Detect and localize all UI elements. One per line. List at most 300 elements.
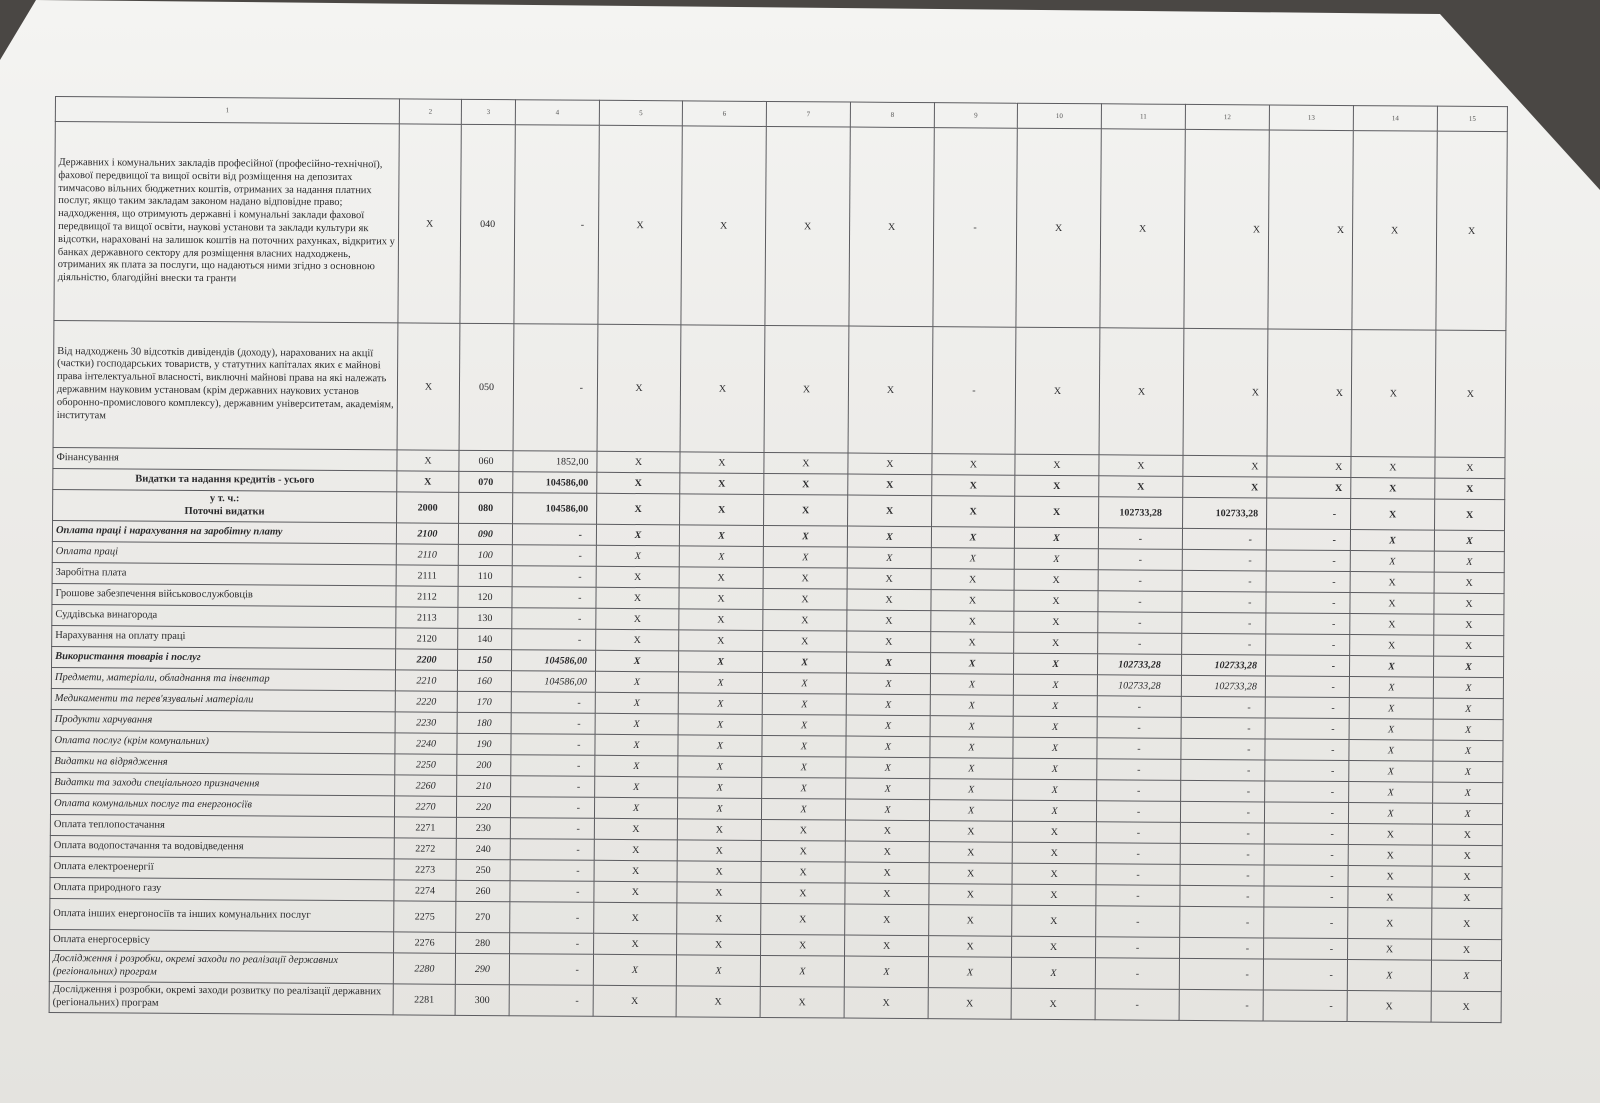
row-description: Дослідження і розробки, окремі заходи розвитку по реалізації державних (регіональних) програм <box>49 981 393 1014</box>
table-cell: Х <box>1347 991 1431 1023</box>
table-cell: 2110 <box>396 544 458 565</box>
table-cell: - <box>514 125 599 325</box>
table-cell: Х <box>845 820 929 842</box>
table-cell: Х <box>930 758 1013 780</box>
table-cell: - <box>1096 843 1180 865</box>
table-cell: Х <box>848 474 932 496</box>
row-description: Оплата природного газу <box>50 877 394 900</box>
table-cell: Х <box>1433 677 1503 698</box>
table-cell: 104586,00 <box>511 671 595 693</box>
table-cell: - <box>511 734 595 756</box>
table-cell: 1852,00 <box>513 451 597 473</box>
table-cell: Х <box>594 860 677 882</box>
table-cell: Х <box>929 936 1012 958</box>
table-cell: Х <box>762 672 846 694</box>
row-description: Суддівська винагорода <box>52 604 396 627</box>
table-cell: Х <box>594 881 677 903</box>
table-cell: 2230 <box>395 712 457 733</box>
table-cell: Х <box>1350 593 1434 615</box>
table-cell: Х <box>929 800 1012 822</box>
table-cell: Х <box>593 954 676 986</box>
table-cell: 180 <box>457 712 511 733</box>
table-cell: - <box>512 587 596 609</box>
table-cell: Х <box>1433 656 1503 677</box>
table-cell: Х <box>679 525 763 547</box>
table-cell: Х <box>847 610 931 632</box>
table-cell: Х <box>1351 457 1435 479</box>
table-cell: Х <box>595 755 678 777</box>
table-cell: 230 <box>456 817 510 838</box>
table-cell: Х <box>596 587 679 609</box>
column-number: 8 <box>850 102 934 128</box>
table-cell: Х <box>680 473 764 495</box>
table-cell: - <box>1097 780 1181 802</box>
column-number: 3 <box>461 99 515 124</box>
table-cell: Х <box>1011 988 1095 1020</box>
row-description: Заробітна плата <box>52 562 396 585</box>
table-cell: Х <box>846 757 930 779</box>
table-cell: - <box>1267 498 1351 530</box>
table-cell: - <box>510 902 594 934</box>
table-cell: - <box>1097 738 1181 760</box>
table-cell: Х <box>680 452 764 474</box>
table-cell: Х <box>679 567 763 589</box>
table-cell: Х <box>929 884 1012 906</box>
table-cell: Х <box>594 839 677 861</box>
table-cell: Х <box>1012 842 1096 864</box>
table-cell: Х <box>397 323 460 450</box>
table-cell: - <box>1180 864 1264 886</box>
table-cell: Х <box>1349 698 1433 720</box>
table-cell: Х <box>761 819 845 841</box>
table-cell: Х <box>930 674 1013 696</box>
table-cell: Х <box>679 588 763 610</box>
table-cell: Х <box>761 882 845 904</box>
table-cell: - <box>509 985 593 1017</box>
table-cell: - <box>1096 864 1180 886</box>
table-cell: Х <box>761 798 845 820</box>
table-cell: - <box>1097 717 1181 739</box>
table-cell: 102733,28 <box>1181 654 1265 676</box>
table-cell: - <box>933 128 1017 328</box>
table-cell: - <box>1266 634 1350 656</box>
column-number: 7 <box>766 101 850 127</box>
table-cell: Х <box>676 955 760 987</box>
table-cell: Х <box>1434 635 1504 656</box>
table-cell: Х <box>680 494 764 526</box>
table-cell: Х <box>1014 548 1098 570</box>
table-cell: Х <box>597 472 680 494</box>
table-cell: Х <box>929 821 1012 843</box>
table-cell: Х <box>1434 593 1504 614</box>
table-cell: 090 <box>458 523 512 544</box>
table-cell: 102733,28 <box>1097 675 1181 697</box>
budget-table <box>49 96 1508 1023</box>
table-cell: - <box>1264 844 1348 866</box>
table-cell: Х <box>1435 330 1506 457</box>
row-description: Від надходжень 30 відсотків дивідендів (доходу), нарахованих на акції (частки) господарських товариств, у статутних капіталах яких є майнові права інтелектуальної власності, виключні майнові права на які належать державним науковим установам (крім державних наукових установ оборонно-промислового комплексу), державним університетам, академіям, інститутам <box>53 320 398 449</box>
table-cell: 2113 <box>396 607 458 628</box>
table-cell: - <box>1098 528 1182 550</box>
table-cell: - <box>1097 696 1181 718</box>
table-cell: Х <box>1099 476 1183 498</box>
table-cell: Х <box>1348 866 1432 888</box>
table-cell: Х <box>1015 327 1100 455</box>
table-cell: Х <box>931 590 1014 612</box>
table-cell: Х <box>1349 761 1433 783</box>
table-cell: Х <box>1014 569 1098 591</box>
table-cell: Х <box>1432 824 1502 845</box>
table-cell: Х <box>847 526 931 548</box>
table-cell: Х <box>677 882 761 904</box>
table-cell: Х <box>1350 572 1434 594</box>
table-cell: 2274 <box>394 880 456 901</box>
table-cell: Х <box>596 566 679 588</box>
table-cell: Х <box>764 473 848 495</box>
table-cell: Х <box>678 672 762 694</box>
table-cell: Х <box>1434 572 1504 593</box>
table-cell: Х <box>595 713 678 735</box>
table-cell: Х <box>931 611 1014 633</box>
table-cell: Х <box>1100 129 1185 329</box>
table-cell: Х <box>596 629 679 651</box>
table-cell: - <box>510 881 594 903</box>
row-description: Оплата праці <box>52 541 396 564</box>
table-cell: Х <box>678 651 762 673</box>
table-cell: Х <box>845 862 929 884</box>
table-cell: Х <box>1348 908 1432 940</box>
table-cell: 2120 <box>396 628 458 649</box>
table-cell: Х <box>1011 957 1095 989</box>
table-cell: Х <box>848 453 932 475</box>
table-cell: 2281 <box>393 984 455 1015</box>
table-cell: - <box>1182 633 1266 655</box>
table-cell: Х <box>1012 800 1096 822</box>
table-cell: Х <box>398 124 461 323</box>
table-cell: Х <box>677 798 761 820</box>
table-cell: Х <box>597 451 680 473</box>
table-cell: Х <box>1433 782 1503 803</box>
table-cell: - <box>1266 571 1350 593</box>
column-number: 5 <box>599 100 682 126</box>
table-cell: Х <box>679 609 763 631</box>
row-description: Фінансування <box>53 447 397 470</box>
table-cell: - <box>1095 989 1179 1021</box>
table-cell: - <box>1266 592 1350 614</box>
table-cell: - <box>1266 529 1350 551</box>
table-cell: 2276 <box>394 932 456 953</box>
table-cell: 260 <box>456 880 510 901</box>
table-cell: Х <box>1432 845 1502 866</box>
table-cell: - <box>1265 655 1349 677</box>
row-description: Оплата інших енергоносіїв та інших комунальних послуг <box>50 898 394 931</box>
table-cell: - <box>1098 591 1182 613</box>
table-cell: 150 <box>458 649 512 670</box>
table-cell: - <box>1096 906 1180 938</box>
table-cell: Х <box>845 799 929 821</box>
table-cell: - <box>512 524 596 546</box>
row-description: Медикаменти та перев'язувальні матеріали <box>51 688 395 711</box>
row-description: Грошове забезпечення військовослужбовців <box>52 583 396 606</box>
table-cell: Х <box>764 325 849 453</box>
table-cell: Х <box>846 736 930 758</box>
table-cell: Х <box>762 714 846 736</box>
table-cell: Х <box>1350 614 1434 636</box>
table-cell: Х <box>1347 960 1431 992</box>
table-cell: - <box>1264 823 1348 845</box>
row-description: Оплата водопостачання та водовідведення <box>50 835 394 858</box>
table-cell: Х <box>1268 130 1353 330</box>
table-cell: Х <box>847 547 931 569</box>
table-cell: - <box>510 933 594 955</box>
table-cell: Х <box>1099 455 1183 477</box>
table-cell: 2111 <box>396 565 458 586</box>
table-cell: - <box>1095 958 1179 990</box>
table-cell: - <box>1264 802 1348 824</box>
table-cell: Х <box>931 632 1014 654</box>
table-cell: - <box>510 797 594 819</box>
table-cell: Х <box>930 695 1013 717</box>
table-cell: Х <box>1014 632 1098 654</box>
table-cell: Х <box>598 125 682 325</box>
table-cell: - <box>1179 989 1263 1021</box>
table-cell: Х <box>1349 740 1433 762</box>
table-cell: Х <box>1348 803 1432 825</box>
table-cell: Х <box>845 883 929 905</box>
table-cell: - <box>1098 633 1182 655</box>
table-cell: - <box>1265 739 1349 761</box>
table-cell: Х <box>1013 653 1097 675</box>
table-cell: Х <box>763 546 847 568</box>
table-cell: Х <box>1433 740 1503 761</box>
table-cell: - <box>512 545 596 567</box>
table-cell: Х <box>1348 824 1432 846</box>
table-cell: Х <box>763 588 847 610</box>
table-cell: - <box>1182 528 1266 550</box>
table-cell: - <box>1181 759 1265 781</box>
table-cell: Х <box>762 693 846 715</box>
table-cell: Х <box>760 955 844 987</box>
table-cell: - <box>1179 958 1263 990</box>
table-cell: Х <box>848 326 933 454</box>
table-cell: Х <box>846 652 930 674</box>
table-cell: Х <box>678 735 762 757</box>
table-cell: Х <box>1352 131 1437 331</box>
table-cell: 2250 <box>395 754 457 775</box>
table-cell: Х <box>1349 719 1433 741</box>
table-cell: Х <box>1350 551 1434 573</box>
table-cell: Х <box>932 475 1015 497</box>
column-number: 11 <box>1101 104 1185 130</box>
table-cell: 2275 <box>394 901 456 932</box>
table-cell: Х <box>1183 455 1267 477</box>
table-cell: Х <box>597 493 680 525</box>
table-cell: Х <box>1015 496 1099 528</box>
table-cell: Х <box>763 567 847 589</box>
table-cell: Х <box>593 985 676 1017</box>
table-cell: Х <box>1431 960 1501 991</box>
table-cell: - <box>1180 906 1264 938</box>
table-cell: Х <box>1348 887 1432 909</box>
table-cell: Х <box>1013 779 1097 801</box>
table-cell: Х <box>595 776 678 798</box>
table-cell: Х <box>1432 887 1502 908</box>
table-cell: - <box>1266 550 1350 572</box>
table-cell: 104586,00 <box>513 493 597 525</box>
table-cell: - <box>510 818 594 840</box>
row-description: Видатки на відрядження <box>51 751 395 774</box>
table-cell: Х <box>1184 129 1269 329</box>
table-cell: Х <box>1012 936 1096 958</box>
table-cell: 104586,00 <box>513 472 597 494</box>
table-cell: Х <box>762 651 846 673</box>
row-description: Оплата праці і нарахування на заробітну плату <box>52 520 396 543</box>
table-cell: Х <box>1349 677 1433 699</box>
table-cell: Х <box>595 650 678 672</box>
table-cell: 102733,28 <box>1099 497 1183 529</box>
table-cell: - <box>932 327 1016 455</box>
table-cell: Х <box>931 569 1014 591</box>
column-number: 2 <box>399 99 461 124</box>
table-cell: Х <box>847 589 931 611</box>
table-cell: 2272 <box>394 838 456 859</box>
table-cell: Х <box>763 525 847 547</box>
table-cell: - <box>1181 717 1265 739</box>
row-description: Видатки та заходи спеціального призначення <box>51 772 395 795</box>
table-cell: 250 <box>456 859 510 880</box>
row-description: Видатки та надання кредитів - усього <box>53 468 397 491</box>
table-cell: 110 <box>458 565 512 586</box>
table-cell: Х <box>1013 695 1097 717</box>
table-cell: Х <box>596 545 679 567</box>
table-cell: 2270 <box>394 796 456 817</box>
table-cell: Х <box>1434 530 1504 551</box>
row-description: Оплата послуг (крім комунальних) <box>51 730 395 753</box>
table-cell: Х <box>676 986 760 1018</box>
table-cell: Х <box>1351 499 1435 531</box>
table-cell: 2200 <box>396 649 458 670</box>
table-cell: Х <box>846 778 930 800</box>
table-cell: - <box>1264 907 1348 939</box>
table-cell: Х <box>763 630 847 652</box>
table-cell: 160 <box>457 670 511 691</box>
table-cell: 2000 <box>397 492 459 523</box>
table-cell: Х <box>1012 905 1096 937</box>
table-cell: 2210 <box>395 670 457 691</box>
table-cell: 060 <box>459 450 513 471</box>
row-description: Державних і комунальних закладів професійної (професійно-технічної), фахової передвищої та вищої освіти від розміщення на депозитах тимчасово вільних бюджетних коштів, отриманих за надання платних послуг, якщо таким закладам законом надано відповідне право; надходження, що отримують державні і комунальні заклади фахової передвищої та вищої освіти, наукові установи та заклади культури як відсотки, нараховані на залишок коштів на поточних рахунках, відкритих у банках державного сектору для розміщення власних надходжень, отриманих як плата за послуги, що надаються ними згідно з основною діяльністю, благодійні внески та гранти <box>54 122 399 323</box>
table-cell: Х <box>1016 128 1101 328</box>
table-cell: Х <box>763 609 847 631</box>
table-cell: Х <box>844 987 928 1019</box>
table-cell: - <box>1181 738 1265 760</box>
table-cell: Х <box>1013 758 1097 780</box>
table-cell: Х <box>1349 782 1433 804</box>
table-cell: 190 <box>457 733 511 754</box>
table-cell: Х <box>1348 939 1432 961</box>
table-cell: - <box>512 566 596 588</box>
table-cell: 300 <box>455 984 509 1015</box>
table-cell: - <box>1180 801 1264 823</box>
table-row <box>54 122 1507 331</box>
column-number: 1 <box>55 97 399 124</box>
table-cell: Х <box>762 735 846 757</box>
table-cell: 2271 <box>394 817 456 838</box>
column-number: 10 <box>1017 103 1101 129</box>
table-cell: 120 <box>458 586 512 607</box>
table-cell: Х <box>760 986 844 1018</box>
table-cell: Х <box>596 608 679 630</box>
table-cell: Х <box>1432 866 1502 887</box>
table-cell: 170 <box>457 691 511 712</box>
table-cell: - <box>1263 990 1347 1022</box>
table-cell: - <box>1098 570 1182 592</box>
table-cell: 102733,28 <box>1181 675 1265 697</box>
table-cell: Х <box>932 496 1015 528</box>
table-cell: - <box>1180 937 1264 959</box>
table-cell: - <box>1096 937 1180 959</box>
table-cell: - <box>1096 801 1180 823</box>
table-cell: Х <box>679 546 763 568</box>
table-cell: Х <box>1015 454 1099 476</box>
column-number: 4 <box>515 100 599 126</box>
row-description: у т. ч.: Поточні видатки <box>53 489 397 522</box>
row-description: Оплата енергосервісу <box>50 929 394 952</box>
table-cell: Х <box>764 494 848 526</box>
table-cell: - <box>1265 676 1349 698</box>
table-cell: Х <box>1267 477 1351 499</box>
table-cell: Х <box>931 527 1014 549</box>
table-cell: Х <box>594 902 677 934</box>
table-cell: Х <box>1434 614 1504 635</box>
table-cell: Х <box>1436 131 1507 330</box>
table-cell: Х <box>849 127 934 327</box>
table-cell: - <box>1264 886 1348 908</box>
table-cell: Х <box>928 988 1011 1020</box>
table-cell: - <box>511 776 595 798</box>
table-cell: Х <box>1349 656 1433 678</box>
table-cell: - <box>1182 570 1266 592</box>
table-cell: Х <box>1012 863 1096 885</box>
table-cell: Х <box>845 935 929 957</box>
table-cell: Х <box>595 734 678 756</box>
row-description: Оплата теплопостачання <box>50 814 394 837</box>
table-cell: - <box>1182 612 1266 634</box>
table-cell: - <box>1182 591 1266 613</box>
table-cell: Х <box>845 841 929 863</box>
table-cell: Х <box>846 715 930 737</box>
table-cell: Х <box>1433 719 1503 740</box>
table-cell: 200 <box>457 754 511 775</box>
table-cell: Х <box>928 957 1011 989</box>
table-cell: Х <box>677 840 761 862</box>
table-cell: - <box>1097 759 1181 781</box>
table-cell: 102733,28 <box>1097 654 1181 676</box>
table-cell: - <box>1098 549 1182 571</box>
table-cell: Х <box>677 861 761 883</box>
table-cell: Х <box>596 524 679 546</box>
table-cell: Х <box>846 694 930 716</box>
table-cell: 240 <box>456 838 510 859</box>
table-cell: 2112 <box>396 586 458 607</box>
table-cell: Х <box>1013 737 1097 759</box>
table-cell: Х <box>846 673 930 695</box>
table-cell: - <box>1264 865 1348 887</box>
table-cell: Х <box>1433 761 1503 782</box>
table-cell: 220 <box>456 796 510 817</box>
table-cell: Х <box>1015 475 1099 497</box>
table-cell: - <box>1265 760 1349 782</box>
